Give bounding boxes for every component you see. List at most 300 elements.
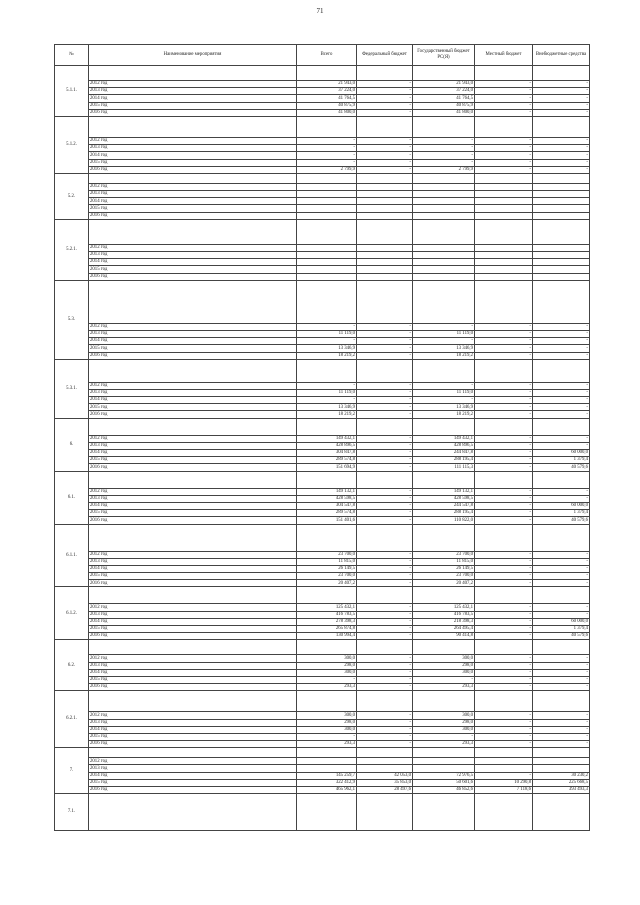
state-cell: -: [413, 152, 475, 159]
year-cell: 2014 год: [89, 772, 297, 779]
section-empty-cell: [475, 748, 533, 758]
section-header-row: [55, 116, 590, 137]
section-empty-cell: [297, 691, 357, 712]
year-cell: 2012 год: [89, 758, 297, 765]
year-cell: 2016 год: [89, 741, 297, 748]
table-row: [55, 338, 590, 345]
table-header-row: [55, 45, 590, 66]
state-cell: 90 414,8: [413, 633, 475, 640]
year-cell: 2012 год: [89, 323, 297, 330]
extrabudgetary-cell: [533, 205, 590, 212]
table-row: [55, 551, 590, 558]
total-cell: 37 224,0: [297, 88, 357, 95]
state-cell: -: [413, 145, 475, 152]
section-code: 6.1.: [55, 471, 89, 524]
section-empty-cell: [297, 66, 357, 81]
local-cell: -: [475, 338, 533, 345]
section-description: [89, 640, 297, 655]
total-cell: 41 800,0: [297, 109, 357, 116]
federal-cell: -: [357, 488, 413, 495]
year-cell: 2013 год: [89, 765, 297, 772]
section-empty-cell: [357, 66, 413, 81]
federal-cell: -: [357, 573, 413, 580]
year-cell: 2013 год: [89, 145, 297, 152]
state-cell: [413, 244, 475, 251]
header-total: Всего: [297, 45, 357, 66]
section-empty-cell: [533, 116, 590, 137]
section-code: 5.1.2.: [55, 116, 89, 173]
federal-cell: [357, 198, 413, 205]
table-row: [55, 684, 590, 691]
year-cell: 2016 год: [89, 787, 297, 794]
local-cell: -: [475, 95, 533, 102]
federal-cell: [357, 212, 413, 219]
local-cell: -: [475, 669, 533, 676]
section-empty-cell: [297, 418, 357, 435]
year-cell: 2013 год: [89, 442, 297, 449]
extrabudgetary-cell: 40 579,6: [533, 633, 590, 640]
section-description: [89, 794, 297, 831]
extrabudgetary-cell: 1 379,4: [533, 457, 590, 464]
local-cell: -: [475, 565, 533, 572]
federal-cell: [357, 244, 413, 251]
federal-cell: -: [357, 733, 413, 740]
year-cell: 2015 год: [89, 205, 297, 212]
year-cell: 2012 год: [89, 183, 297, 190]
section-empty-cell: [357, 418, 413, 435]
extrabudgetary-cell: -: [533, 558, 590, 565]
year-cell: 2016 год: [89, 166, 297, 173]
state-cell: 428 896,5: [413, 442, 475, 449]
total-cell: -: [297, 145, 357, 152]
extrabudgetary-cell: [533, 191, 590, 198]
year-cell: 2016 год: [89, 580, 297, 587]
section-header-row: [55, 219, 590, 244]
section-empty-cell: [413, 418, 475, 435]
section-header-row: [55, 794, 590, 831]
total-cell: [297, 198, 357, 205]
total-cell: 278 398,3: [297, 618, 357, 625]
state-cell: 13 346,9: [413, 345, 475, 352]
federal-cell: [357, 252, 413, 259]
local-cell: -: [475, 352, 533, 359]
table-row: [55, 137, 590, 144]
total-cell: -: [297, 733, 357, 740]
year-cell: 2016 год: [89, 411, 297, 418]
year-cell: 2013 год: [89, 252, 297, 259]
federal-cell: -: [357, 81, 413, 88]
local-cell: [475, 191, 533, 198]
year-cell: 2013 год: [89, 191, 297, 198]
year-cell: 2016 год: [89, 273, 297, 280]
local-cell: [475, 244, 533, 251]
state-cell: [413, 266, 475, 273]
section-empty-cell: [357, 691, 413, 712]
section-empty-cell: [475, 280, 533, 323]
section-empty-cell: [533, 219, 590, 244]
year-cell: 2014 год: [89, 450, 297, 457]
extrabudgetary-cell: -: [533, 338, 590, 345]
total-cell: [297, 252, 357, 259]
total-cell: [297, 205, 357, 212]
year-cell: 2016 год: [89, 464, 297, 471]
table-row: [55, 758, 590, 765]
section-empty-cell: [475, 173, 533, 183]
year-cell: 2012 год: [89, 137, 297, 144]
extrabudgetary-cell: -: [533, 488, 590, 495]
state-cell: 244 847,8: [413, 450, 475, 457]
local-cell: -: [475, 517, 533, 524]
federal-cell: 35 853,0: [357, 779, 413, 786]
federal-cell: -: [357, 655, 413, 662]
year-cell: 2014 год: [89, 198, 297, 205]
total-cell: 11 119,0: [297, 330, 357, 337]
section-empty-cell: [297, 640, 357, 655]
state-cell: [413, 758, 475, 765]
local-cell: -: [475, 323, 533, 330]
table-row: [55, 626, 590, 633]
table-row: [55, 244, 590, 251]
extrabudgetary-cell: -: [533, 712, 590, 719]
section-empty-cell: [413, 173, 475, 183]
section-header-row: [55, 359, 590, 382]
total-cell: 18 219,2: [297, 411, 357, 418]
federal-cell: -: [357, 626, 413, 633]
federal-cell: -: [357, 558, 413, 565]
extrabudgetary-cell: -: [533, 88, 590, 95]
table-row: [55, 580, 590, 587]
extrabudgetary-cell: -: [533, 726, 590, 733]
table-row: [55, 95, 590, 102]
federal-cell: -: [357, 352, 413, 359]
local-cell: 10 290,8: [475, 779, 533, 786]
federal-cell: -: [357, 719, 413, 726]
total-cell: 41 764,5: [297, 95, 357, 102]
total-cell: [297, 183, 357, 190]
local-cell: -: [475, 655, 533, 662]
state-cell: 244 547,8: [413, 502, 475, 509]
federal-cell: -: [357, 88, 413, 95]
section-header-row: [55, 173, 590, 183]
state-cell: [413, 191, 475, 198]
year-cell: 2016 год: [89, 212, 297, 219]
table-row: [55, 733, 590, 740]
section-empty-cell: [533, 748, 590, 758]
local-cell: -: [475, 88, 533, 95]
extrabudgetary-cell: -: [533, 741, 590, 748]
section-empty-cell: [533, 640, 590, 655]
local-cell: [475, 758, 533, 765]
extrabudgetary-cell: -: [533, 580, 590, 587]
total-cell: 293,3: [297, 684, 357, 691]
local-cell: -: [475, 558, 533, 565]
table-row: [55, 726, 590, 733]
local-cell: -: [475, 145, 533, 152]
state-cell: 300,0: [413, 655, 475, 662]
table-row: [55, 565, 590, 572]
federal-cell: -: [357, 338, 413, 345]
state-cell: 23 700,0: [413, 573, 475, 580]
local-cell: -: [475, 81, 533, 88]
local-cell: -: [475, 404, 533, 411]
local-cell: -: [475, 159, 533, 166]
local-cell: -: [475, 726, 533, 733]
local-cell: -: [475, 604, 533, 611]
section-header-row: [55, 587, 590, 604]
federal-cell: -: [357, 517, 413, 524]
section-empty-cell: [357, 587, 413, 604]
table-row: [55, 442, 590, 449]
year-cell: 2013 год: [89, 558, 297, 565]
section-empty-cell: [413, 748, 475, 758]
extrabudgetary-cell: -: [533, 382, 590, 389]
total-cell: [297, 758, 357, 765]
state-cell: 23 700,0: [413, 551, 475, 558]
extrabudgetary-cell: -: [533, 345, 590, 352]
year-cell: 2012 год: [89, 488, 297, 495]
section-description: [89, 359, 297, 382]
local-cell: -: [475, 580, 533, 587]
local-cell: -: [475, 611, 533, 618]
local-cell: -: [475, 464, 533, 471]
year-cell: 2012 год: [89, 81, 297, 88]
section-empty-cell: [475, 471, 533, 488]
state-cell: 288 195,4: [413, 510, 475, 517]
extrabudgetary-cell: -: [533, 719, 590, 726]
section-description: [89, 116, 297, 137]
total-cell: -: [297, 382, 357, 389]
local-cell: -: [475, 684, 533, 691]
extrabudgetary-cell: -: [533, 389, 590, 396]
local-cell: -: [475, 137, 533, 144]
section-code: 6.2.: [55, 640, 89, 691]
total-cell: -: [297, 137, 357, 144]
table-row: [55, 495, 590, 502]
year-cell: 2012 год: [89, 655, 297, 662]
extrabudgetary-cell: -: [533, 495, 590, 502]
federal-cell: -: [357, 102, 413, 109]
state-cell: [413, 273, 475, 280]
federal-cell: [357, 266, 413, 273]
year-cell: 2012 год: [89, 551, 297, 558]
extrabudgetary-cell: -: [533, 662, 590, 669]
federal-cell: -: [357, 676, 413, 683]
extrabudgetary-cell: -: [533, 145, 590, 152]
local-cell: -: [475, 166, 533, 173]
local-cell: -: [475, 719, 533, 726]
table-row: [55, 252, 590, 259]
section-empty-cell: [533, 418, 590, 435]
local-cell: [475, 252, 533, 259]
extrabudgetary-cell: -: [533, 397, 590, 404]
year-cell: 2014 год: [89, 152, 297, 159]
section-empty-cell: [475, 66, 533, 81]
total-cell: 151 401,6: [297, 517, 357, 524]
table-row: [55, 676, 590, 683]
extrabudgetary-cell: [533, 266, 590, 273]
extrabudgetary-cell: -: [533, 655, 590, 662]
state-cell: 293,3: [413, 684, 475, 691]
local-cell: -: [475, 442, 533, 449]
local-cell: -: [475, 152, 533, 159]
year-cell: 2014 год: [89, 618, 297, 625]
section-empty-cell: [297, 116, 357, 137]
section-empty-cell: [297, 359, 357, 382]
table-row: [55, 779, 590, 786]
year-cell: 2013 год: [89, 495, 297, 502]
year-cell: 2012 год: [89, 435, 297, 442]
local-cell: -: [475, 457, 533, 464]
section-empty-cell: [533, 280, 590, 323]
federal-cell: -: [357, 411, 413, 418]
federal-cell: -: [357, 669, 413, 676]
total-cell: 2 799,9: [297, 166, 357, 173]
state-cell: 46 852,6: [413, 787, 475, 794]
state-cell: 41 800,0: [413, 109, 475, 116]
state-cell: 21 943,0: [413, 81, 475, 88]
section-description: [89, 418, 297, 435]
federal-cell: -: [357, 457, 413, 464]
local-cell: [475, 205, 533, 212]
section-empty-cell: [357, 219, 413, 244]
federal-cell: -: [357, 145, 413, 152]
total-cell: 145 259,7: [297, 772, 357, 779]
section-empty-cell: [413, 471, 475, 488]
table-row: [55, 604, 590, 611]
table-row: [55, 145, 590, 152]
total-cell: 21 943,0: [297, 81, 357, 88]
table-row: [55, 573, 590, 580]
extrabudgetary-cell: -: [533, 442, 590, 449]
section-description: [89, 66, 297, 81]
total-cell: 265 874,8: [297, 626, 357, 633]
extrabudgetary-cell: -: [533, 109, 590, 116]
table-row: [55, 488, 590, 495]
state-cell: [413, 205, 475, 212]
section-empty-cell: [533, 66, 590, 81]
section-empty-cell: [475, 359, 533, 382]
section-header-row: [55, 640, 590, 655]
section-empty-cell: [533, 691, 590, 712]
total-cell: 40 875,9: [297, 102, 357, 109]
header-state-budget: Государственный бюджет РС(Я): [413, 45, 475, 66]
section-empty-cell: [475, 116, 533, 137]
total-cell: 11 815,0: [297, 558, 357, 565]
year-cell: 2013 год: [89, 662, 297, 669]
section-header-row: [55, 418, 590, 435]
total-cell: 13 346,9: [297, 404, 357, 411]
federal-cell: -: [357, 464, 413, 471]
extrabudgetary-cell: 60 000,0: [533, 618, 590, 625]
local-cell: -: [475, 626, 533, 633]
section-code: 5.3.1.: [55, 359, 89, 418]
extrabudgetary-cell: -: [533, 733, 590, 740]
federal-cell: -: [357, 580, 413, 587]
budget-table-sheet: [54, 44, 589, 831]
table-row: [55, 611, 590, 618]
year-cell: 2015 год: [89, 779, 297, 786]
section-code: 5.2.: [55, 173, 89, 219]
state-cell: 416 783,5: [413, 611, 475, 618]
state-cell: 18 219,2: [413, 411, 475, 418]
extrabudgetary-cell: [533, 183, 590, 190]
extrabudgetary-cell: 30 230,2: [533, 772, 590, 779]
state-cell: 41 764,5: [413, 95, 475, 102]
year-cell: 2016 год: [89, 109, 297, 116]
state-cell: [413, 183, 475, 190]
section-header-row: [55, 280, 590, 323]
federal-cell: [357, 758, 413, 765]
total-cell: [297, 273, 357, 280]
total-cell: 26 149,5: [297, 565, 357, 572]
section-code: 7.1.: [55, 794, 89, 831]
header-extrabudgetary: Внебюджетные средства: [533, 45, 590, 66]
table-row: [55, 772, 590, 779]
extrabudgetary-cell: -: [533, 102, 590, 109]
federal-cell: -: [357, 330, 413, 337]
extrabudgetary-cell: -: [533, 330, 590, 337]
year-cell: 2014 год: [89, 397, 297, 404]
federal-cell: -: [357, 510, 413, 517]
federal-cell: -: [357, 712, 413, 719]
total-cell: -: [297, 338, 357, 345]
state-cell: -: [413, 733, 475, 740]
state-cell: 40 875,9: [413, 102, 475, 109]
state-cell: 37 224,0: [413, 88, 475, 95]
federal-cell: -: [357, 345, 413, 352]
table-row: [55, 259, 590, 266]
table-row: [55, 558, 590, 565]
local-cell: [475, 198, 533, 205]
state-cell: [413, 212, 475, 219]
federal-cell: -: [357, 662, 413, 669]
section-empty-cell: [413, 640, 475, 655]
year-cell: 2015 год: [89, 733, 297, 740]
section-code: 6.2.1.: [55, 691, 89, 748]
local-cell: -: [475, 109, 533, 116]
table-row: [55, 517, 590, 524]
table-row: [55, 212, 590, 219]
total-cell: 428 896,5: [297, 442, 357, 449]
local-cell: -: [475, 618, 533, 625]
table-row: [55, 464, 590, 471]
federal-cell: -: [357, 152, 413, 159]
section-code: 6.: [55, 418, 89, 471]
state-cell: 300,0: [413, 712, 475, 719]
section-empty-cell: [357, 640, 413, 655]
federal-cell: [357, 259, 413, 266]
table-row: [55, 109, 590, 116]
extrabudgetary-cell: [533, 758, 590, 765]
total-cell: 11 119,0: [297, 389, 357, 396]
section-empty-cell: [357, 471, 413, 488]
local-cell: -: [475, 488, 533, 495]
section-empty-cell: [533, 794, 590, 831]
table-row: [55, 183, 590, 190]
total-cell: 289 574,8: [297, 457, 357, 464]
extrabudgetary-cell: -: [533, 411, 590, 418]
extrabudgetary-cell: -: [533, 159, 590, 166]
state-cell: 11 119,0: [413, 389, 475, 396]
year-cell: 2013 год: [89, 389, 297, 396]
section-description: [89, 219, 297, 244]
section-description: [89, 280, 297, 323]
total-cell: 300,0: [297, 726, 357, 733]
state-cell: 26 149,5: [413, 565, 475, 572]
table-row: [55, 510, 590, 517]
section-code: 5.3.: [55, 280, 89, 359]
header-number: №: [55, 45, 89, 66]
